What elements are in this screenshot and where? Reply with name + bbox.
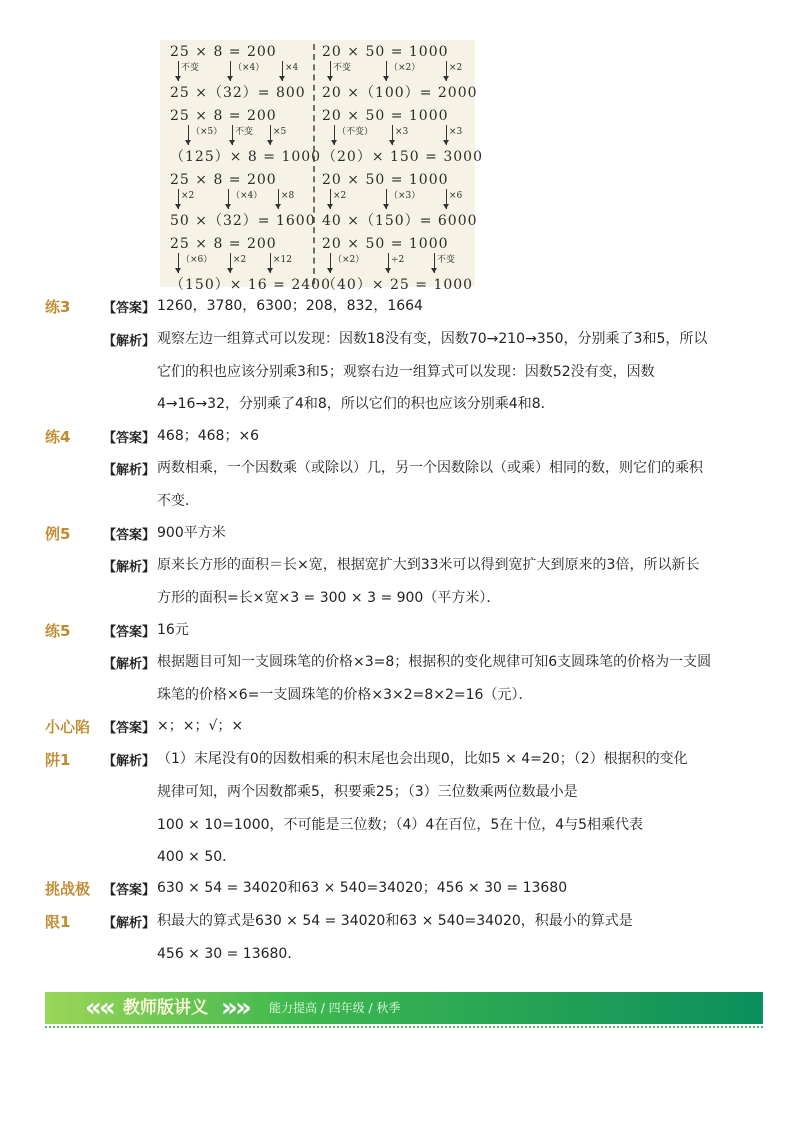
answer-text: ×；×；√；× — [157, 718, 244, 734]
entry-tag: 小心陷 — [45, 718, 91, 736]
answer-label: 【答案】 — [103, 883, 156, 898]
answer-label: 【答案】 — [103, 431, 156, 446]
answer-label: 【答案】 — [103, 301, 156, 316]
entry-tag: 阱1 — [45, 751, 71, 769]
change-annotation: ×3 — [392, 125, 408, 145]
product-rule-figure — [160, 40, 483, 293]
entry-tag: 挑战极 — [45, 880, 91, 898]
equation-result: 50 ×（32）= 1600 — [170, 213, 316, 229]
change-annotation: （×4） — [228, 189, 262, 209]
equation-original: 20 × 50 = 1000 — [322, 236, 449, 252]
equation-original: 20 × 50 = 1000 — [322, 44, 449, 60]
equation-original: 25 × 8 = 200 — [170, 108, 277, 124]
change-annotation: ×2 — [446, 61, 462, 81]
footer-banner — [45, 992, 763, 1024]
equation-original: 25 × 8 = 200 — [170, 44, 277, 60]
change-annotation: ×3 — [446, 125, 462, 145]
analysis-label: 【解析】 — [103, 657, 156, 672]
equation-result: （20）× 150 = 3000 — [322, 149, 483, 165]
equation-original: 25 × 8 = 200 — [170, 172, 277, 188]
change-annotation: 不变 — [434, 253, 455, 273]
chevron-left-icon: « — [99, 993, 116, 1023]
analysis-line: 400 × 50． — [157, 849, 237, 865]
change-annotation: （×2） — [386, 61, 420, 81]
change-annotation: ×2 — [178, 189, 194, 209]
change-annotation: 不变 — [232, 125, 253, 145]
change-annotation: ×4 — [282, 61, 298, 81]
chevron-right-icon: » — [221, 993, 238, 1023]
answer-text: 630 × 54 = 34020和63 × 540=34020；456 × 30 = 13680 — [157, 880, 568, 896]
analysis-line: （1）末尾没有0的因数相乘的积末尾也会出现0，比如5 × 4=20；（2）根据积的变化 — [157, 751, 688, 767]
answer-text: 468；468；×6 — [157, 428, 260, 444]
entry-tag: 例5 — [45, 525, 71, 543]
equation-original: 20 × 50 = 1000 — [322, 108, 449, 124]
entry-tag: 练3 — [45, 298, 71, 316]
analysis-line: 根据题目可知一支圆珠笔的价格×3=8；根据积的变化规律可知6支圆珠笔的价格为一支圆 — [157, 654, 712, 670]
change-annotation: ×6 — [446, 189, 462, 209]
answer-label: 【答案】 — [103, 625, 156, 640]
footer-title: 教师版讲义 — [123, 998, 208, 1018]
change-annotation: ÷2 — [388, 253, 404, 273]
figure-cell — [322, 172, 478, 232]
figure-cell — [170, 236, 331, 296]
change-annotation: ×8 — [278, 189, 294, 209]
footer-subtitle: 能力提高 / 四年级 / 秋季 — [269, 1001, 401, 1015]
equation-result: （125）× 8 = 1000 — [170, 149, 322, 165]
analysis-label: 【解析】 — [103, 916, 156, 931]
change-annotation: 不变 — [330, 61, 351, 81]
change-annotation: ×2 — [330, 189, 346, 209]
equation-original: 25 × 8 = 200 — [170, 236, 277, 252]
answer-label: 【答案】 — [103, 721, 156, 736]
analysis-line: 不变． — [157, 493, 199, 509]
change-annotation: ×2 — [230, 253, 246, 273]
analysis-label: 【解析】 — [103, 560, 156, 575]
change-annotation: （不变） — [334, 125, 373, 145]
answer-text: 16元 — [157, 622, 189, 638]
equation-result: （40）× 25 = 1000 — [322, 277, 474, 293]
analysis-label: 【解析】 — [103, 754, 156, 769]
chevron-left-icon: « — [85, 993, 102, 1023]
change-annotation: ×12 — [270, 253, 292, 273]
analysis-line: 100 × 10=1000，不可能是三位数；（4）4在百位，5在十位，4与5相乘代表 — [157, 817, 644, 833]
equation-result: （150）× 16 = 2400 — [170, 277, 331, 293]
analysis-line: 规律可知，两个因数都乘5，积要乘25；（3）三位数乘两位数最小是 — [157, 784, 578, 800]
entry-tag: 练4 — [45, 428, 71, 446]
footer-dotted-line — [45, 1026, 763, 1028]
analysis-line: 珠笔的价格×6=一支圆珠笔的价格×3×2=8×2=16（元）． — [157, 687, 533, 703]
change-annotation: （×2） — [330, 253, 364, 273]
entry-tag: 练5 — [45, 622, 71, 640]
analysis-line: 方形的面积=长×宽×3 = 300 × 3 = 900（平方米）． — [157, 590, 501, 606]
change-annotation: ×5 — [270, 125, 286, 145]
change-annotation: （×6） — [178, 253, 212, 273]
answer-label: 【答案】 — [103, 528, 156, 543]
analysis-label: 【解析】 — [103, 334, 156, 349]
analysis-line: 观察左边一组算式可以发现：因数18没有变，因数70→210→350，分别乘了3和5，所以 — [157, 331, 708, 347]
equation-result: 20 ×（100）= 2000 — [322, 85, 478, 101]
answer-text: 900平方米 — [157, 525, 226, 541]
change-annotation: （×5） — [188, 125, 222, 145]
entry-tag: 限1 — [45, 913, 71, 931]
figure-cell — [322, 108, 483, 168]
answer-text: 1260，3780，6300；208，832，1664 — [157, 298, 423, 314]
equation-result: 25 ×（32）= 800 — [170, 85, 306, 101]
figure-cell — [322, 44, 478, 104]
analysis-line: 456 × 30 = 13680． — [157, 946, 302, 962]
analysis-label: 【解析】 — [103, 463, 156, 478]
equation-result: 40 ×（150）= 6000 — [322, 213, 478, 229]
analysis-line: 积最大的算式是630 × 54 = 34020和63 × 540=34020，积最小的算式是 — [157, 913, 633, 929]
change-annotation: 不变 — [178, 61, 199, 81]
equation-original: 20 × 50 = 1000 — [322, 172, 449, 188]
analysis-line: 两数相乘，一个因数乘（或除以）几，另一个因数除以（或乘）相同的数，则它们的乘积 — [157, 460, 703, 476]
figure-cell — [170, 44, 320, 104]
figure-cell — [170, 172, 320, 232]
analysis-line: 它们的积也应该分别乘3和5；观察右边一组算式可以发现：因数52没有变，因数 — [157, 364, 655, 380]
analysis-line: 4→16→32，分别乘了4和8，所以它们的积也应该分别乘4和8． — [157, 396, 555, 412]
change-annotation: （×4） — [230, 61, 264, 81]
change-annotation: （×3） — [386, 189, 420, 209]
chevron-right-icon: » — [235, 993, 252, 1023]
analysis-line: 原来长方形的面积＝长×宽，根据宽扩大到33米可以得到宽扩大到原来的3倍，所以新长 — [157, 557, 700, 573]
figure-cell — [322, 236, 472, 296]
figure-cell — [170, 108, 320, 168]
